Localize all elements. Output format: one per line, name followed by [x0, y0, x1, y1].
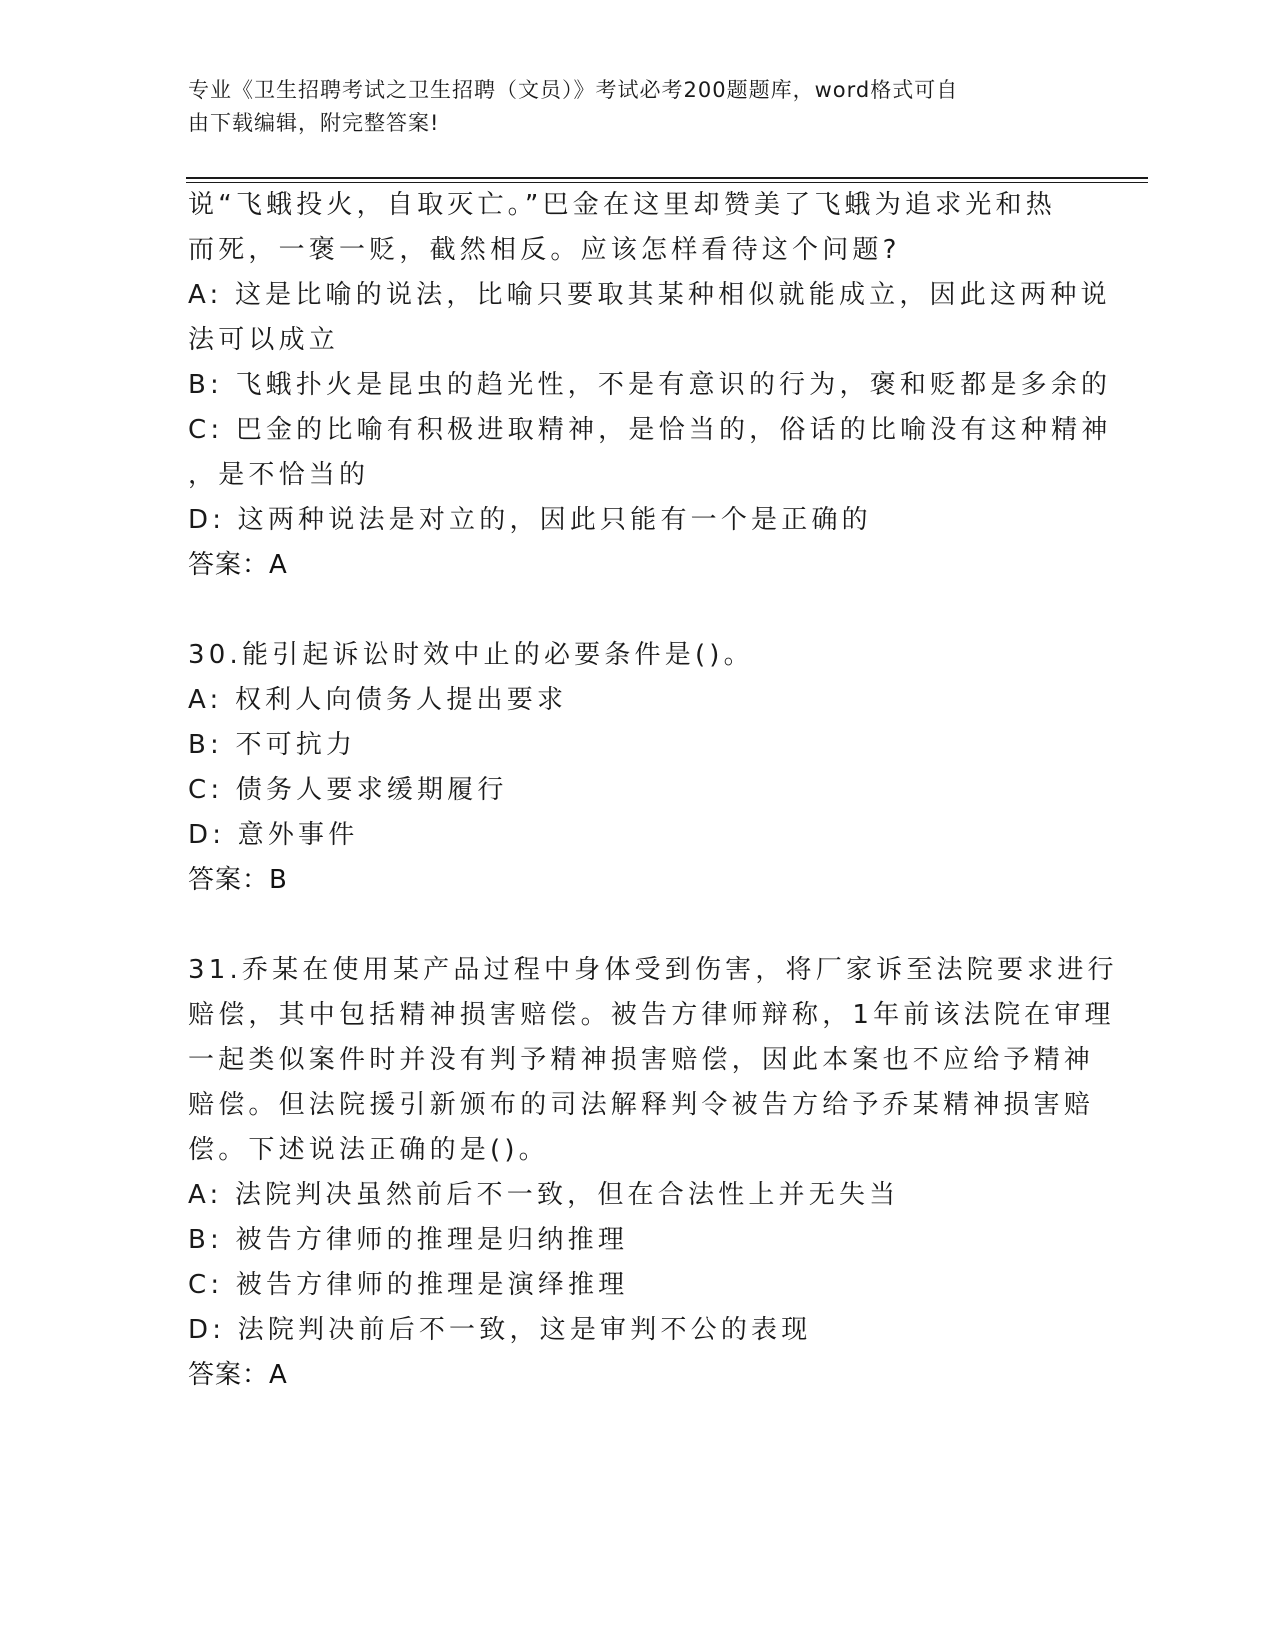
header-line-2: 由下载编辑，附完整答案!: [188, 111, 440, 135]
header-divider-thin: [186, 182, 1148, 183]
q29-option-c-line-1: C: 巴金的比喻有积极进取精神，是恰当的，俗话的比喻没有这种精神: [188, 415, 1112, 445]
q29-answer: 答案：A: [188, 550, 288, 580]
q31-option-a: A: 法院判决虽然前后不一致，但在合法性上并无失当: [188, 1180, 900, 1210]
q30-option-a: A: 权利人向债务人提出要求: [188, 685, 568, 715]
header-line-1: 专业《卫生招聘考试之卫生招聘（文员）》考试必考200题题库，word格式可自: [188, 78, 959, 102]
q29-option-d: D: 这两种说法是对立的，因此只能有一个是正确的: [188, 505, 872, 535]
q29-option-c-line-2: ，是不恰当的: [188, 460, 370, 490]
q30-option-b: B: 不可抗力: [188, 730, 357, 760]
q31-option-c: C: 被告方律师的推理是演绎推理: [188, 1270, 629, 1300]
q30-answer: 答案：B: [188, 865, 288, 895]
q31-option-d: D: 法院判决前后不一致，这是审判不公的表现: [188, 1315, 812, 1345]
q31-answer: 答案：A: [188, 1360, 288, 1390]
q31-stem-line-4: 赔偿。但法院援引新颁布的司法解释判令被告方给予乔某精神损害赔: [188, 1090, 1095, 1120]
q30-option-d: D: 意外事件: [188, 820, 359, 850]
page-header: [188, 74, 1088, 140]
q31-option-b: B: 被告方律师的推理是归纳推理: [188, 1225, 629, 1255]
q30-stem: 30.能引起诉讼时效中止的必要条件是()。: [188, 640, 754, 670]
q31-stem-line-5: 偿。下述说法正确的是()。: [188, 1135, 549, 1165]
q31-stem-line-2: 赔偿，其中包括精神损害赔偿。被告方律师辩称，1年前该法院在审理: [188, 1000, 1115, 1030]
q30-option-c: C: 债务人要求缓期履行: [188, 775, 508, 805]
q29-option-a-line-1: A: 这是比喻的说法，比喻只要取其某种相似就能成立，因此这两种说: [188, 280, 1111, 310]
q29-option-b: B: 飞蛾扑火是昆虫的趋光性，不是有意识的行为，褒和贬都是多余的: [188, 370, 1112, 400]
q31-stem-line-1: 31.乔某在使用某产品过程中身体受到伤害，将厂家诉至法院要求进行: [188, 955, 1118, 985]
q29-stem-line-2: 而死，一褒一贬，截然相反。应该怎样看待这个问题?: [188, 235, 901, 265]
q29-option-a-line-2: 法可以成立: [188, 325, 340, 355]
q29-stem-line-1: 说“飞蛾投火，自取灭亡。”巴金在这里却赞美了飞蛾为追求光和热: [188, 190, 1056, 220]
header-divider-thick: [186, 177, 1148, 179]
q31-stem-line-3: 一起类似案件时并没有判予精神损害赔偿，因此本案也不应给予精神: [188, 1045, 1095, 1075]
